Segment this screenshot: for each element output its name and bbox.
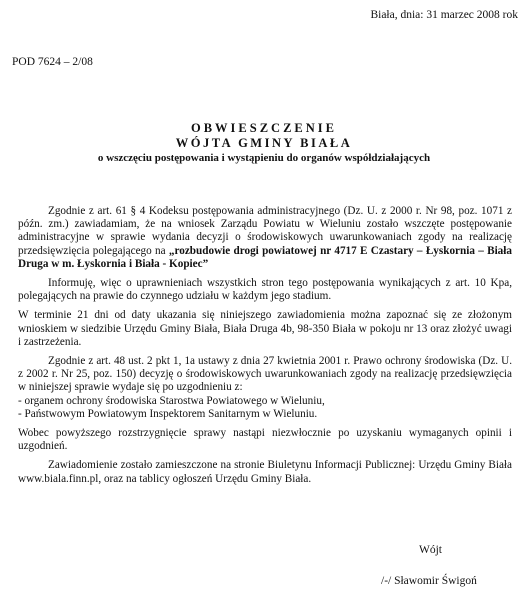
title-block <box>0 121 528 165</box>
paragraph-inspection: W terminie 21 dni od daty ukazania się niniejszego zawiadomienia można zapoznać się ze złożonym wnioskiem w siedzibie Urzędu Gminy Biała, Biała Druga 4b, 98-350 Biała w pokoju nr 13 oraz złożyć uwagi i zastrzeżenia. <box>18 309 512 348</box>
reference-number: POD 7624 – 2/08 <box>12 56 93 68</box>
signature-role: Wójt <box>419 544 442 556</box>
paragraph-notice-text: Zgodnie z art. 61 § 4 Kodeksu postępowania administracyjnego (Dz. U. z 2000 r. Nr 98, poz. 1071 z późn. zm.) zawiadamiam, że na wniosek Zarządu Powiatu w Wieluniu zostało wszczęte postępowanie administracyjne w sprawie wydania decyzji o środowiskowych uwarunkowaniach zgody na realizację przedsięwzięcia polegającego na <box>18 205 512 257</box>
list-item: - Państwowym Powiatowym Inspektorem Sanitarnym w Wieluniu. <box>18 407 318 420</box>
document-title: OBWIESZCZENIE <box>191 121 337 135</box>
paragraph-notice <box>18 205 512 271</box>
paragraph-legal-basis: Zgodnie z art. 48 ust. 2 pkt 1, 1a ustawy z dnia 27 kwietnia 2001 r. Prawo ochrony środowiska (Dz. U. z 2002 r. Nr 25, poz. 150) decyzję o środowiskowych uwarunkowaniach zgody na realizację przedsięwzięcia w niniejszej sprawie wydaje się po uzgodnieniu z: <box>18 355 512 394</box>
project-name: „rozbudowie drogi powiatowej nr 4717 E Czastary – Łyskornia – Biała Druga w m. Łyskornia i Biała - Kopiec” <box>18 244 512 270</box>
paragraph-publication: Zawiadomienie zostało zamieszczone na stronie Biuletynu Informacji Publicznej: Urzędu Gminy Biała www.biala.finn.pl, oraz na tablicy ogłoszeń Urzędu Gminy Biała. <box>18 459 512 485</box>
agreement-list <box>18 395 512 421</box>
paragraph-rights: Informuję, więc o uprawnieniach wszystkich stron tego postępowania wynikających z art. 10 Kpa, polegających na prawie do czynnego udziału w każdym jego stadium. <box>18 277 512 303</box>
list-item: - organem ochrony środowiska Starostwa Powiatowego w Wieluniu, <box>18 394 325 407</box>
paragraph-resolution: Wobec powyższego rozstrzygnięcie sprawy nastąpi niezwłocznie po uzyskaniu wymaganych opinii i uzgodnień. <box>18 427 512 453</box>
document-body <box>18 205 512 492</box>
document-subject: o wszczęciu postępowania i wystąpieniu do organów współdziałających <box>97 152 431 164</box>
signature-name: /-/ Sławomir Świgoń <box>381 575 477 587</box>
issuer-title: WÓJTA GMINY BIAŁA <box>175 136 353 150</box>
date-line: Biała, dnia: 31 marzec 2008 rok <box>370 9 518 21</box>
